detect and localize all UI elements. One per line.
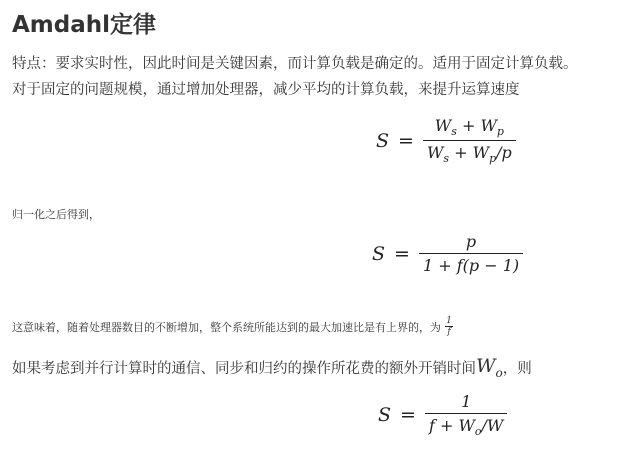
normalized-text: 归一化之后得到， (12, 208, 100, 221)
feature-line-2: 对于固定的问题规模，通过增加处理器，减少平均的计算负载，来提升运算速度 (12, 82, 520, 98)
formula-lhs: S (378, 404, 392, 427)
overhead-line (12, 356, 532, 383)
formula-numerator: $W_s + W_p$ (434, 116, 504, 139)
formula-denominator: $W_s + W_p/p$ (426, 143, 512, 166)
formula-denominator: 1 + f(p − 1) (422, 256, 520, 275)
overhead-variable: $W_o$ (476, 355, 503, 380)
formula-speedup-fixed (376, 116, 516, 165)
formula-fraction (419, 232, 523, 275)
formula-lhs: S (372, 242, 386, 265)
formula-speedup-normalized (372, 232, 523, 275)
limit-text: 这意味着，随着处理器数目的不断增加，整个系统所能达到的最大加速比是有上界的，为 (12, 320, 441, 334)
page-title: Amdahl定律 (12, 12, 157, 38)
formula-numerator: p (465, 232, 477, 251)
limit-fraction (445, 316, 453, 337)
formula-equals: = (394, 242, 410, 265)
formula-denominator: $f + W_o/W$ (428, 416, 504, 439)
limit-denominator: f (447, 327, 451, 337)
formula-lhs: S (376, 129, 390, 152)
formula-equals: = (400, 404, 416, 427)
overhead-suffix: ，则 (502, 361, 532, 378)
formula-equals: = (398, 129, 414, 152)
formula-numerator: 1 (461, 392, 472, 411)
formula-speedup-overhead (378, 392, 507, 438)
limit-numerator: 1 (446, 316, 452, 326)
formula-fraction (425, 392, 507, 438)
formula-fraction (423, 116, 516, 165)
limit-line (12, 316, 453, 337)
feature-line-1: 特点：要求实时性，因此时间是关键因素，而计算负载是确定的。适用于固定计算负载。 (12, 56, 578, 72)
overhead-text: 如果考虑到并行计算时的通信、同步和归约的操作所花费的额外开销时间 (12, 361, 476, 378)
